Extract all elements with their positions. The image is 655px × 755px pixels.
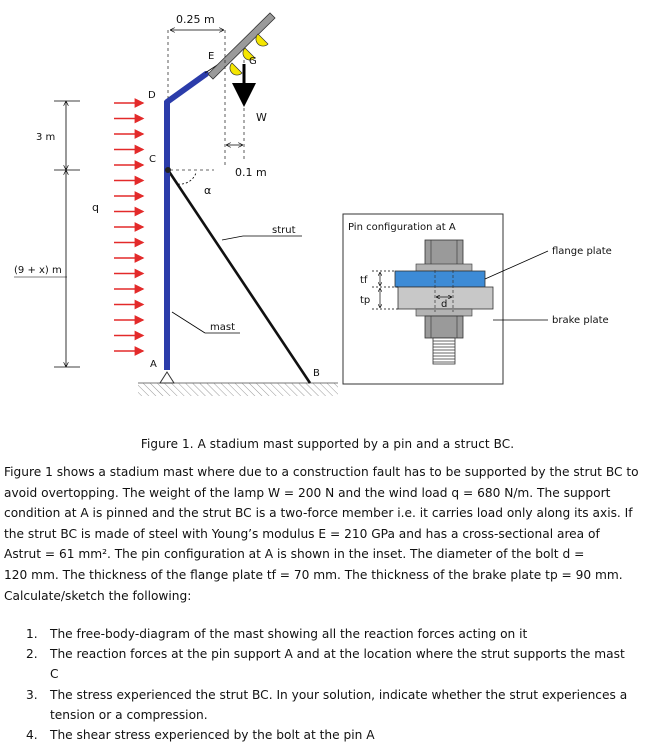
intro-line: Astrut = 61 mm². The pin configuration at A is shown in the inset. The diameter of the bolt d = (4, 547, 585, 562)
point-a-label: A (150, 359, 157, 370)
intro-line: condition at A is pinned and the strut BC is a two-force member i.e. it carries load only along its axis. If (4, 506, 633, 521)
flange-label: flange plate (552, 246, 612, 257)
task-number: 2. (26, 647, 38, 662)
task-text: The shear stress experienced by the bolt at the pin A (50, 728, 375, 743)
intro-line: 120 mm. The thickness of the flange plate tf = 70 mm. The thickness of the brake plate tp = 90 mm. (4, 567, 623, 582)
weight-label: W (256, 111, 267, 124)
strut-label: strut (272, 225, 296, 236)
task-list (26, 624, 636, 745)
washer-bottom (416, 309, 472, 316)
ground (138, 383, 338, 396)
inset-title: Pin configuration at A (348, 222, 456, 233)
task-number: 4. (26, 728, 38, 743)
wind-load-arrows (114, 103, 143, 351)
left-dimension-lines (54, 101, 80, 367)
task-number: 1. (26, 627, 38, 641)
dim-top-label: 0.25 m (176, 13, 215, 26)
point-c-label: C (149, 154, 156, 165)
task-item (26, 644, 636, 684)
point-g-label: G (249, 56, 257, 67)
load-label: q (92, 201, 99, 214)
brake-label: brake plate (552, 315, 609, 326)
angle-label: α (204, 184, 212, 197)
figure-caption: Figure 1. A stadium mast supported by a pin and a struct BC. (140, 437, 515, 451)
pin-inset (343, 214, 503, 384)
inset-d-label: d (441, 299, 448, 310)
problem-statement (4, 462, 652, 606)
dim-left-upper-label: 3 m (36, 132, 56, 143)
angle-arc (178, 173, 196, 184)
task-item (26, 624, 636, 644)
mast-label: mast (210, 322, 235, 333)
task-text: The reaction forces at the pin support A and at the location where the strut supports the mast C (50, 647, 625, 682)
intro-line: Figure 1 shows a stadium mast where due to a construction fault has to be supported by the strut BC to (4, 465, 639, 479)
point-e-label: E (208, 51, 215, 62)
task-item (26, 685, 636, 725)
dim-offset-label: 0.1 m (235, 166, 267, 179)
task-item (26, 725, 636, 745)
point-b-label: B (313, 368, 320, 379)
dim-left-lower-label: (9 + x) m (14, 265, 62, 276)
task-text: The free-body-diagram of the mast showing all the reaction forces acting on it (50, 627, 528, 641)
strut-bc (168, 170, 310, 383)
washer-top (416, 264, 472, 271)
mast (167, 74, 206, 370)
intro-line: Calculate/sketch the following: (4, 588, 192, 603)
intro-line: avoid overtopping. The weight of the lamp W = 200 N and the wind load q = 680 N/m. The support (4, 485, 611, 500)
bolt-head (425, 240, 463, 265)
task-number: 3. (26, 687, 38, 702)
task-text: The stress experienced the strut BC. In your solution, indicate whether the strut experiences a tension or a compression. (50, 687, 628, 722)
flange-plate (395, 271, 485, 287)
intro-line: the strut BC is made of steel with Young’s modulus E = 210 GPa and has a cross-sectional area of (4, 526, 600, 541)
strut-leader (222, 236, 302, 240)
pin-support-a (160, 372, 174, 383)
inset-tp-label: tp (360, 295, 371, 306)
inset-tf-label: tf (360, 275, 368, 286)
bolt-thread (433, 338, 455, 364)
bolt-nut (425, 316, 463, 338)
point-d-label: D (148, 90, 156, 101)
